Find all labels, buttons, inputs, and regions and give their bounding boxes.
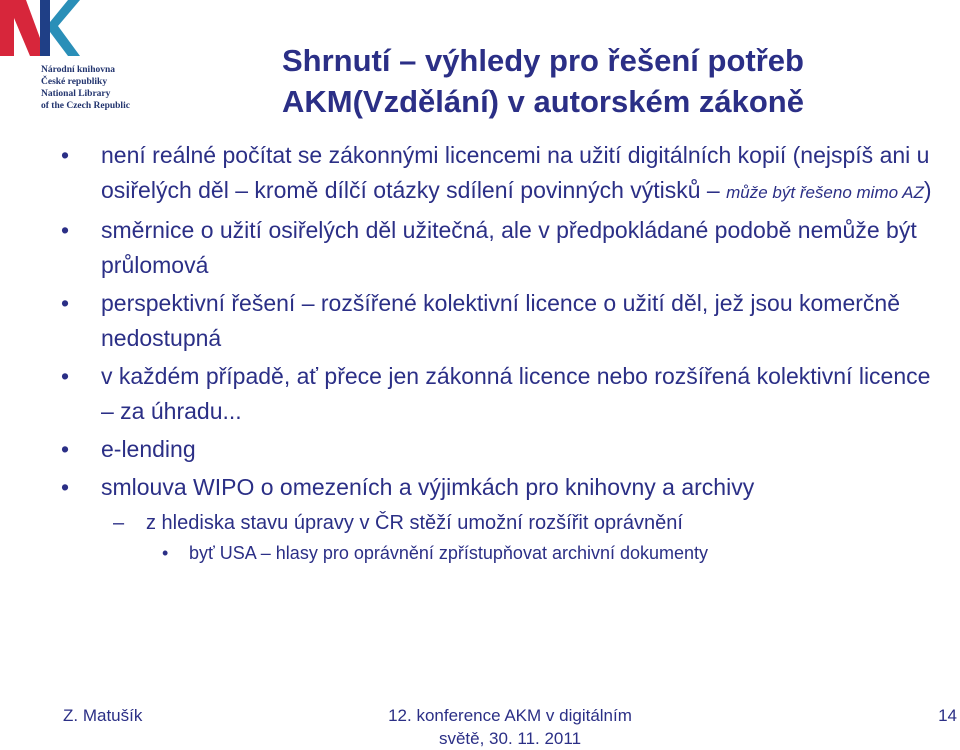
sub-bullet-text: z hlediska stavu úpravy v ČR stěží umožní rozšířit oprávnění: [146, 512, 683, 534]
bullet-text: e-lending: [101, 436, 196, 462]
bullet-item-2: [58, 213, 938, 283]
title-line-2: AKM(Vzdělání) v autorském zákoně: [282, 84, 804, 119]
bullet-list: [58, 138, 938, 568]
bullet-icon: •: [61, 363, 70, 389]
bullet-item-5: [58, 432, 938, 467]
bullet-icon: •: [162, 543, 169, 563]
dash-icon: –: [113, 512, 125, 534]
footer-author: Z. Matušík: [63, 706, 143, 725]
bullet-icon: •: [61, 474, 70, 500]
bullet-tail: ): [923, 177, 932, 203]
bullet-icon: •: [61, 290, 70, 316]
bullet-icon: •: [61, 436, 70, 462]
bullet-text: smlouva WIPO o omezeních a výjimkách pro knihovny a archivy: [101, 474, 755, 500]
bullet-item-6: [58, 470, 938, 505]
bullet-text: v každém případě, ať přece jen zákonná licence nebo rozšířená kolektivní licence – za úhradu...: [101, 363, 931, 424]
logo-line-3: National Library: [41, 89, 111, 99]
sub-sub-bullet-item: [58, 538, 938, 568]
nk-logo-icon: [0, 0, 80, 56]
logo-line-4: of the Czech Republic: [41, 101, 130, 111]
bullet-note: může být řešeno mimo AZ: [726, 183, 924, 202]
bullet-icon: •: [61, 217, 70, 243]
bullet-text: není reálné počítat se zákonnými licencemi na užití digitálních kopií (nejspíš ani u osiřelých děl – kromě dílčí otázky sdílení povinných výtisků –: [101, 142, 930, 203]
bullet-text: směrnice o užití osiřelých děl užitečná, ale v předpokládané podobě nemůže být průlomová: [101, 217, 917, 278]
bullet-item-1: [58, 138, 938, 210]
logo-wordmark: [41, 64, 151, 112]
bullet-item-3: [58, 286, 938, 356]
footer-event-line-1: 12. konference AKM v digitálním: [388, 706, 632, 725]
page-number: 14: [938, 706, 957, 725]
sub-sub-bullet-text: byť USA – hlasy pro oprávnění zpřístupňovat archivní dokumenty: [189, 543, 709, 563]
sub-bullet-item: [58, 508, 938, 538]
footer-event: [340, 704, 680, 750]
bullet-text: perspektivní řešení – rozšířené kolektivní licence o užití děl, jež jsou komerčně nedostupná: [101, 290, 900, 351]
bullet-item-4: [58, 359, 938, 429]
logo-line-1: Národní knihovna: [41, 65, 116, 75]
logo-line-2: České republiky: [41, 77, 108, 87]
slide-footer: [0, 704, 960, 748]
bullet-icon: •: [61, 142, 70, 168]
footer-event-line-2: světě, 30. 11. 2011: [438, 729, 582, 748]
slide-title: [282, 40, 922, 122]
title-line-1: Shrnutí – výhledy pro řešení potřeb: [282, 43, 804, 78]
nk-logo: [0, 0, 150, 115]
